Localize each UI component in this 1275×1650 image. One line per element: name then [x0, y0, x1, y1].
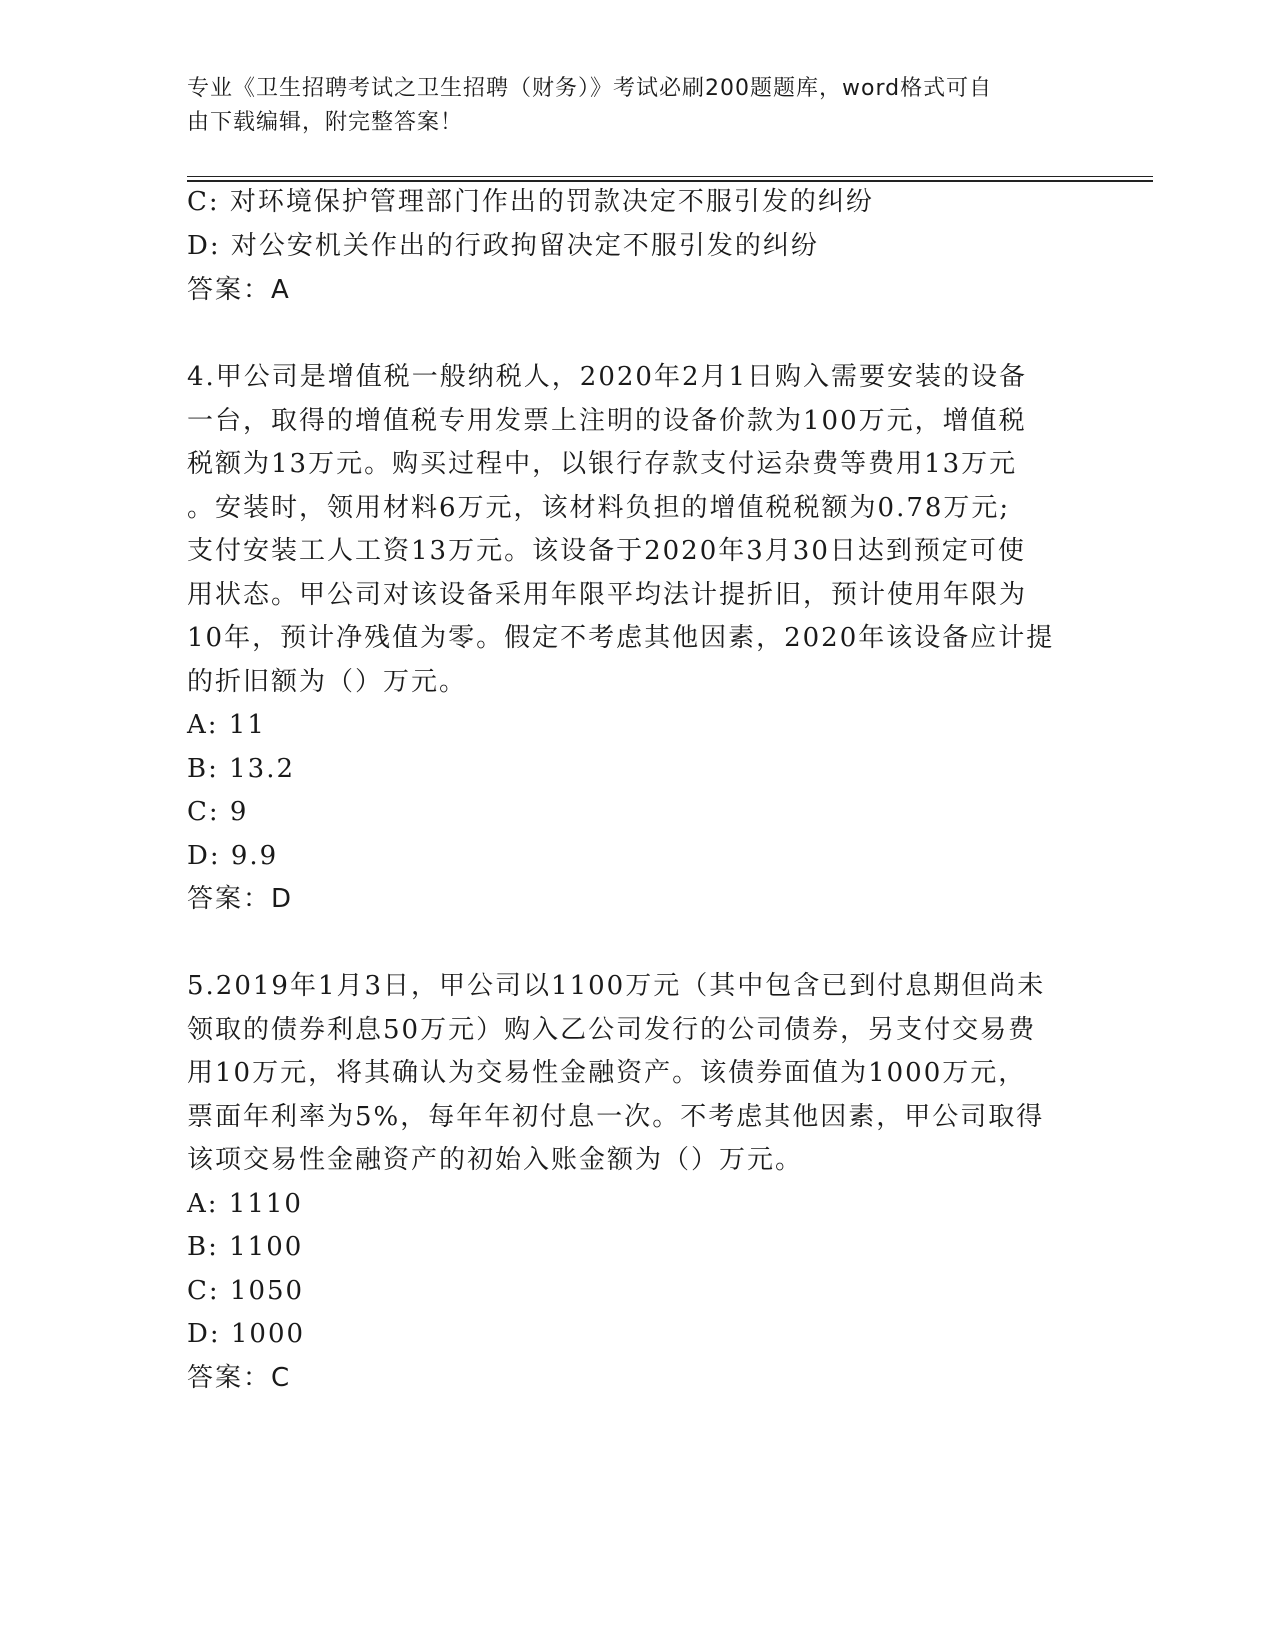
q4-answer: 答案：D — [187, 884, 294, 914]
q4-stem-line: 4.甲公司是增值税一般纳税人，2020年2月1日购入需要安装的设备 — [187, 362, 1028, 392]
q5-option-b: B: 1100 — [187, 1232, 304, 1262]
q4-stem-line: 一台，取得的增值税专用发票上注明的设备价款为100万元，增值税 — [187, 406, 1027, 436]
q3-option-c: C: 对环境保护管理部门作出的罚款决定不服引发的纠纷 — [187, 187, 874, 217]
q4-stem-line: 。安装时，领用材料6万元，该材料负担的增值税税额为0.78万元; — [187, 493, 1011, 523]
q5-option-c: C: 1050 — [187, 1276, 305, 1306]
header-line-2: 由下载编辑，附完整答案！ — [187, 110, 464, 135]
q4-option-b: B: 13.2 — [187, 754, 296, 784]
q4-stem-line: 税额为13万元。购买过程中，以银行存款支付运杂费等费用13万元 — [187, 449, 1018, 479]
q3-option-d: D: 对公安机关作出的行政拘留决定不服引发的纠纷 — [187, 231, 819, 261]
q5-stem-line: 票面年利率为5%，每年年初付息一次。不考虑其他因素，甲公司取得 — [187, 1102, 1045, 1132]
q4-option-a: A: 11 — [187, 710, 266, 740]
q5-stem-line: 该项交易性金融资产的初始入账金额为（）万元。 — [187, 1145, 804, 1175]
q4-stem-line: 支付安装工人工资13万元。该设备于2020年3月30日达到预定可使 — [187, 536, 1026, 566]
q5-option-a: A: 1110 — [187, 1189, 303, 1219]
q5-stem-line: 用10万元，将其确认为交易性金融资产。该债券面值为1000万元， — [187, 1058, 1027, 1088]
q4-option-d: D: 9.9 — [187, 841, 279, 871]
q5-answer: 答案：C — [187, 1363, 292, 1393]
header-line-1: 专业《卫生招聘考试之卫生招聘（财务）》考试必刷200题题库，word格式可自 — [187, 76, 993, 101]
q5-stem-line: 5.2019年1月3日，甲公司以1100万元（其中包含已到付息期但尚未 — [187, 971, 1046, 1001]
q4-stem-line: 用状态。甲公司对该设备采用年限平均法计提折旧，预计使用年限为 — [187, 580, 1028, 610]
q5-stem-line: 领取的债券利息50万元）购入乙公司发行的公司债券，另支付交易费 — [187, 1015, 1037, 1045]
header-rule-thin — [187, 176, 1153, 177]
q3-answer: 答案：A — [187, 275, 291, 305]
q4-stem-line: 10年，预计净残值为零。假定不考虑其他因素，2020年该设备应计提 — [187, 623, 1055, 653]
header-rule-thick — [187, 180, 1153, 182]
document-header — [187, 72, 1067, 140]
q4-option-c: C: 9 — [187, 797, 249, 827]
q4-stem-line: 的折旧额为（）万元。 — [187, 667, 468, 697]
q5-option-d: D: 1000 — [187, 1319, 306, 1349]
